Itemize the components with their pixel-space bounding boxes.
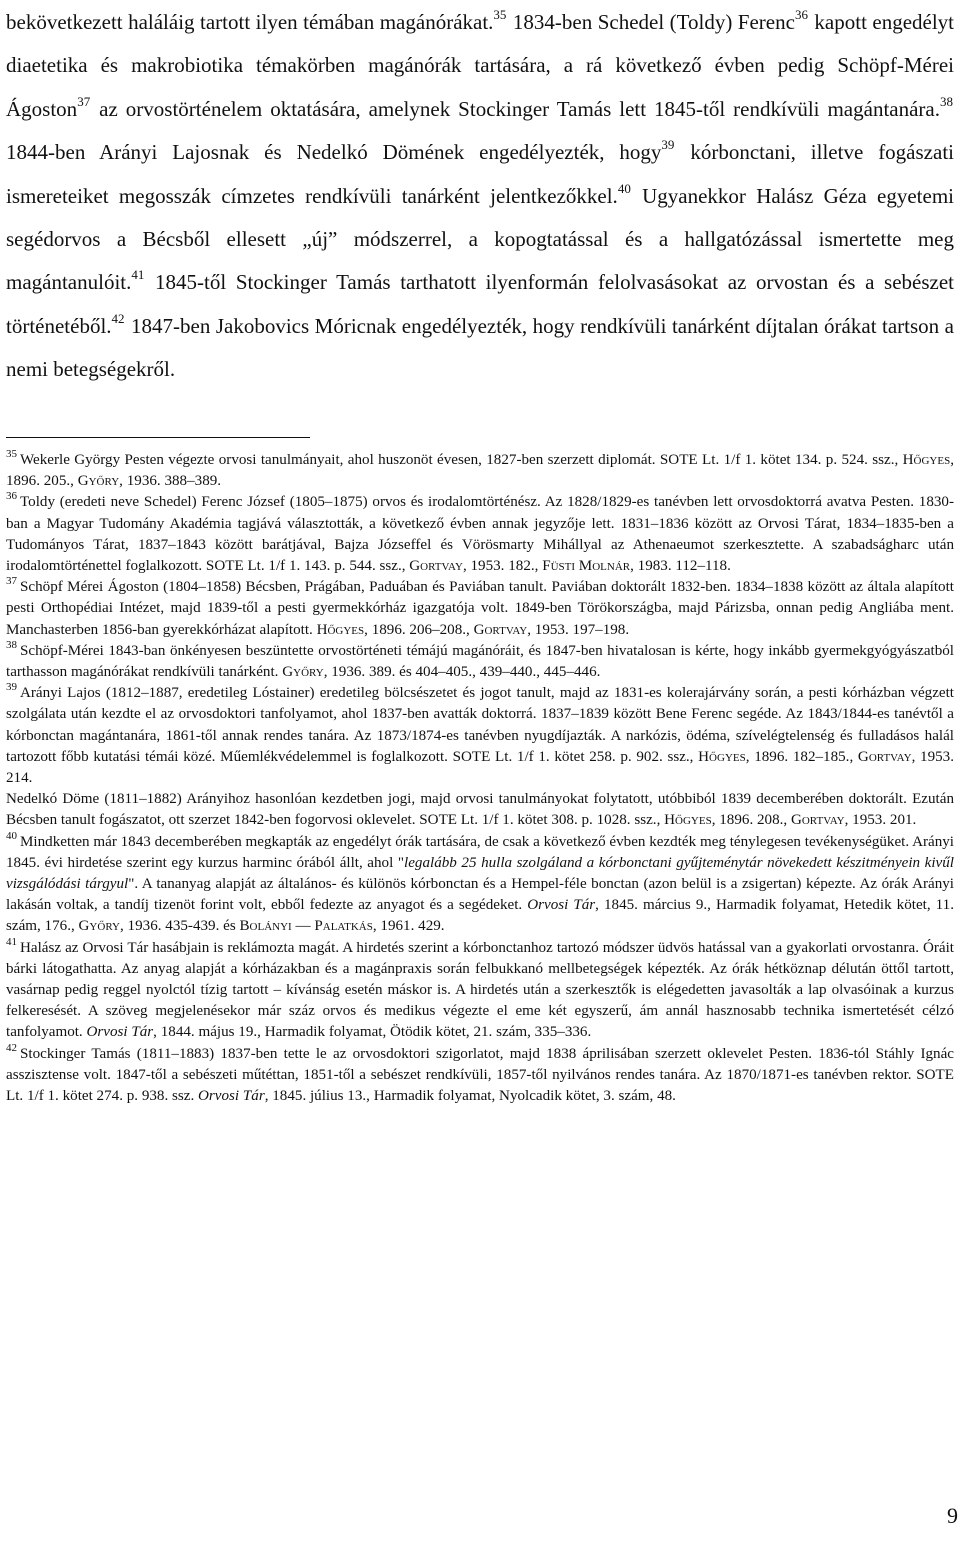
document-page	[6, 0, 955, 1105]
body-text-segment: kórbonctani, illetve fogászati ismereteiket megosszák címzetes rendkívüli tanárként jelentkezőkkel.	[6, 140, 954, 208]
footnotes-section	[6, 450, 954, 1107]
author-citation: Hőgyes	[902, 452, 951, 468]
footnote-text: , 1936. 435-439. és	[120, 918, 240, 935]
author-citation: Füsti Molnár	[542, 558, 631, 575]
footnote-ref-38[interactable]: 38	[940, 93, 953, 109]
footnote-number: 38	[6, 638, 17, 651]
footnote-36	[6, 492, 954, 577]
body-paragraph	[6, 0, 954, 392]
page-number: 9	[947, 1503, 958, 1528]
author-citation: Gortvay	[857, 748, 912, 765]
footnote-text: Toldy (eredeti neve Schedel) Ferenc József (1805–1875) orvos és irodalomtörténész. Az 1828/1829-es tanévben lett orvosdoktorrá avatva Pesten. 1830-ban a Magyar Tudomány Akadémia tagjává választották, a következő évben annak jegyzője lett. 1831–1836 között az Orvosi Tárat, 1834–1835-ben a Tudományos Tárat, 1837–1843 között barátjával, Bajza Józseffel és Vörösmarty Mihállyal az Athenaeumot szerkesztette. A szabadságharc után irodalomtörténettel foglalkozott. SOTE Lt. 1/f 1. 143. p. 544. ssz.,	[6, 494, 954, 575]
footnote-text: Arányi Lajos (1812–1887, eredetileg Lóstainer) eredetileg bölcsészetet és jogot tanult, majd az 1831-es kolerajárvány során, a pesti kórházban végzett szolgálata után kezdte el az orvosdoktori tanfolyamot, ahol 1837-ben avatták doktorrá. 1837–1839 között Bene Ferenc segéde. Az 1843/1844-es tanévtől a kórbonctan magántanára, 1861-től annak rendes tanára. Az 1873/1874-es tanévben nyugdíjazták. A narkózis, ödéma, szívelégtelenség és fulladásos halál tartozott főbb kutatási témái közé. Műemlékvédelemmel is foglalkozott. SOTE Lt. 1/f 1. kötet 258. p. 902. ssz.,	[6, 685, 954, 765]
footnote-ref-41[interactable]: 41	[131, 267, 145, 283]
footnote-text: , 1845. július 13., Harmadik folyamat, Nyolcadik kötet, 3. szám, 48.	[264, 1088, 676, 1105]
footnote-text: , 1844. május 19., Harmadik folyamat, Ötödik kötet, 21. szám, 335–336.	[153, 1024, 592, 1041]
footnote-text: , 1936. 389. és 404–405., 439–440., 445–446.	[323, 664, 601, 681]
author-citation: Bolányi — Palatkás	[239, 918, 373, 935]
footnote-37	[6, 577, 954, 641]
footnote-separator	[6, 437, 310, 438]
footnote-ref-36[interactable]: 36	[794, 7, 808, 22]
footnote-text: , 1845. március 9., Harmadik folyamat, Hetedik kötet, 11. szám, 176.,	[6, 897, 954, 935]
journal-title: Orvosi Tár	[86, 1024, 154, 1041]
author-citation: Hőgyes	[316, 621, 365, 638]
footnote-ref-37[interactable]: 37	[77, 93, 91, 109]
author-citation: Győry	[77, 473, 120, 490]
footnote-text: Schöpf Mérei Ágoston (1804–1858) Bécsben, Prágában, Paduában és Paviában tanult. Paviában doktorált 1832-ben. 1834–1838 között az általa alapított pesti Orthopédiai Intézet, majd 1839-től a pesti gyermekkórház igazgatója volt. 1849-ben Törökországba, majd Párizsba, onnan pedig Angliába ment. Manchasterben 1856-ban gyerekkórházat alapított.	[6, 579, 954, 638]
body-text-segment: 1834-ben Schedel (Toldy) Ferenc	[512, 10, 795, 34]
footnote-40	[6, 829, 954, 938]
author-citation: Gortvay	[409, 558, 463, 575]
footnote-number: 41	[6, 935, 17, 948]
body-text-segment: 1845-től Stockinger Tamás tarthatott ilyenformán felolvasásokat az orvostan és a sebészet történetéből.	[6, 270, 955, 338]
author-citation: Gortvay	[790, 812, 845, 829]
footnote-text: , 1961. 429.	[372, 918, 445, 935]
body-text-segment: az orvostörténelem oktatására, amelynek Stockinger Tamás lett 1845-től rendkívüli magántanára.	[99, 96, 940, 121]
author-citation: Hőgyes	[698, 748, 746, 765]
journal-title: Orvosi Tár	[527, 897, 596, 914]
footnote-number: 36	[6, 490, 17, 503]
body-text-segment: bekövetkezett haláláig tartott ilyen témában magánórákat.	[6, 10, 494, 34]
body-text-segment: Ugyanekkor Halász Géza egyetemi segédorvos a Bécsből ellesett „új” módszerrel, a kopogtatással és a hallgatózással ismertette meg magántanulóit.	[6, 183, 955, 295]
footnote-number: 42	[6, 1041, 17, 1054]
footnote-text: , 1896. 182–185.,	[745, 748, 858, 765]
footnote-39	[6, 683, 954, 789]
body-text-segment: 1844-ben Arányi Lajosnak és Nedelkó Dömének engedélyezték, hogy	[6, 140, 662, 165]
footnote-text: , 1953. 197–198.	[527, 621, 630, 638]
quoted-text: legalább 25 hulla szolgáland a kórbonctani gyűjteménytár növekedett készitményein kivűl vizsgálódási tárgyul	[6, 854, 954, 893]
footnote-ref-35[interactable]: 35	[493, 7, 507, 22]
footnote-text: Stockinger Tamás (1811–1883) 1837-ben tette le az orvosdoktori szigorlatot, majd 1838 áprilisában szerzett oklevelet Pesten. 1836-tól Stáhly Ignác asszisztense volt. 1847-től a sebészeti műtéttan, 1851-től a sebészet rendkívüli, 1857-től nyilvános rendes tanára. Az 1870/1871-es tanévben rektor. SOTE Lt. 1/f 1. kötet 274. p. 938. ssz.	[6, 1045, 954, 1105]
footnote-text: , 1896. 205.,	[6, 452, 954, 490]
footnote-number: 39	[6, 681, 17, 694]
footnote-text: Mindketten már 1843 decemberében megkapták az engedélyt órák tartására, de csak a következő évben kezdték meg ténylegesen tevékenységüket. Arányi 1845. évi hirdetése szerint egy kurzus harminc órából állt, ahol "	[6, 833, 954, 871]
footnote-39-continuation	[6, 789, 954, 831]
footnote-text: , 1983. 112–118.	[630, 558, 731, 575]
footnote-41	[6, 935, 954, 1044]
footnote-text: Schöpf-Mérei 1843-ban önkényesen beszüntette orvostörténeti témájú magánóráit, és 1847-ben hivatalosan is kérte, hogy inkább gyermekgyógyászatból tarthasson magánórákat rendkívüli tanárként.	[6, 642, 954, 681]
footnote-text: , 1936. 388–389.	[119, 473, 222, 490]
footnote-text: , 1896. 206–208.,	[364, 621, 474, 638]
footnote-ref-42[interactable]: 42	[111, 310, 125, 326]
footnote-text: Wekerle György Pesten végezte orvosi tanulmányait, ahol huszonöt évesen, 1827-ben szerzett diplomát. SOTE Lt. 1/f 1. kötet 134. p. 524. ssz.,	[20, 452, 903, 468]
author-citation: Hőgyes	[664, 812, 712, 829]
footnote-number: 35	[6, 448, 17, 460]
footnote-ref-39[interactable]: 39	[661, 137, 675, 153]
footnote-text: , 1896. 208.,	[711, 812, 791, 829]
footnote-ref-40[interactable]: 40	[617, 180, 631, 196]
journal-title: Orvosi Tár	[198, 1088, 265, 1105]
footnote-text: Halász az Orvosi Tár hasábjain is reklámozta magát. A hirdetés szerint a kórbonctanhoz tartozó módszer üdvös hatással van a gyakorlati orvostanra. Óráit bárki látogathatta. Az anyag alapját a kórházakban és a magánpraxis során felbukkanó mellbetegségek képezték. Az órák hétköznap délután öttől tartott, vasárnap pedig reggel nyolctól tízig tartott – kívánság esetén máskor is. A hirdetés után a szerkesztők is elégedetten javasolták a lap olvasóinak a kurzus felkeresését. A szöveg megjelenésekor már száz orvos és medikus végezte el eme két egyszerű, ám annál hasznosabb technika ismertetését célzó tanfolyamot.	[6, 939, 954, 1041]
author-citation: Gortvay	[473, 621, 528, 638]
footnote-text: , 1953. 201.	[844, 812, 917, 829]
body-text-segment: kapott engedélyt diaetetika és makrobiotika témakörben magánórák tartására, a rá következő évben pedig Schöpf-Mérei Ágoston	[6, 10, 955, 121]
author-citation: Győry	[282, 664, 324, 681]
footnote-text: , 1953. 182.,	[462, 558, 543, 575]
footnote-number: 37	[6, 575, 17, 588]
footnote-text: ". A tananyag alapját az általános- és különös kórbonctan és a Hempel-féle bonctan (azon belül is a zsigertan) képezte. Az órák Arányi lakásán voltak, a tandíj tizenöt forint volt, ebből fedezte az anyagot és a segédeket.	[6, 876, 954, 914]
body-text-segment: 1847-ben Jakobovics Móricnak engedélyezték, hogy rendkívüli tanárként díjtalan órákat tartson a nemi betegségekről.	[6, 313, 954, 382]
footnote-text: Nedelkó Döme (1811–1882) Arányihoz hasonlóan kezdetben jogi, majd orvosi tanulmányokat folytatott, utóbbiból 1839 decemberében doktorált. Ezután Bécsben tanult fogászatot, ott szerzet 1842-ben fogorvosi oklevelet. SOTE Lt. 1/f 1. kötet 308. p. 1028. ssz.,	[6, 791, 954, 829]
author-citation: Győry	[78, 918, 120, 935]
footnote-text: , 1953. 214.	[6, 748, 955, 787]
footnote-number: 40	[6, 829, 17, 842]
footnote-35	[6, 450, 954, 492]
footnote-42	[6, 1041, 954, 1108]
footnote-38	[6, 638, 954, 683]
